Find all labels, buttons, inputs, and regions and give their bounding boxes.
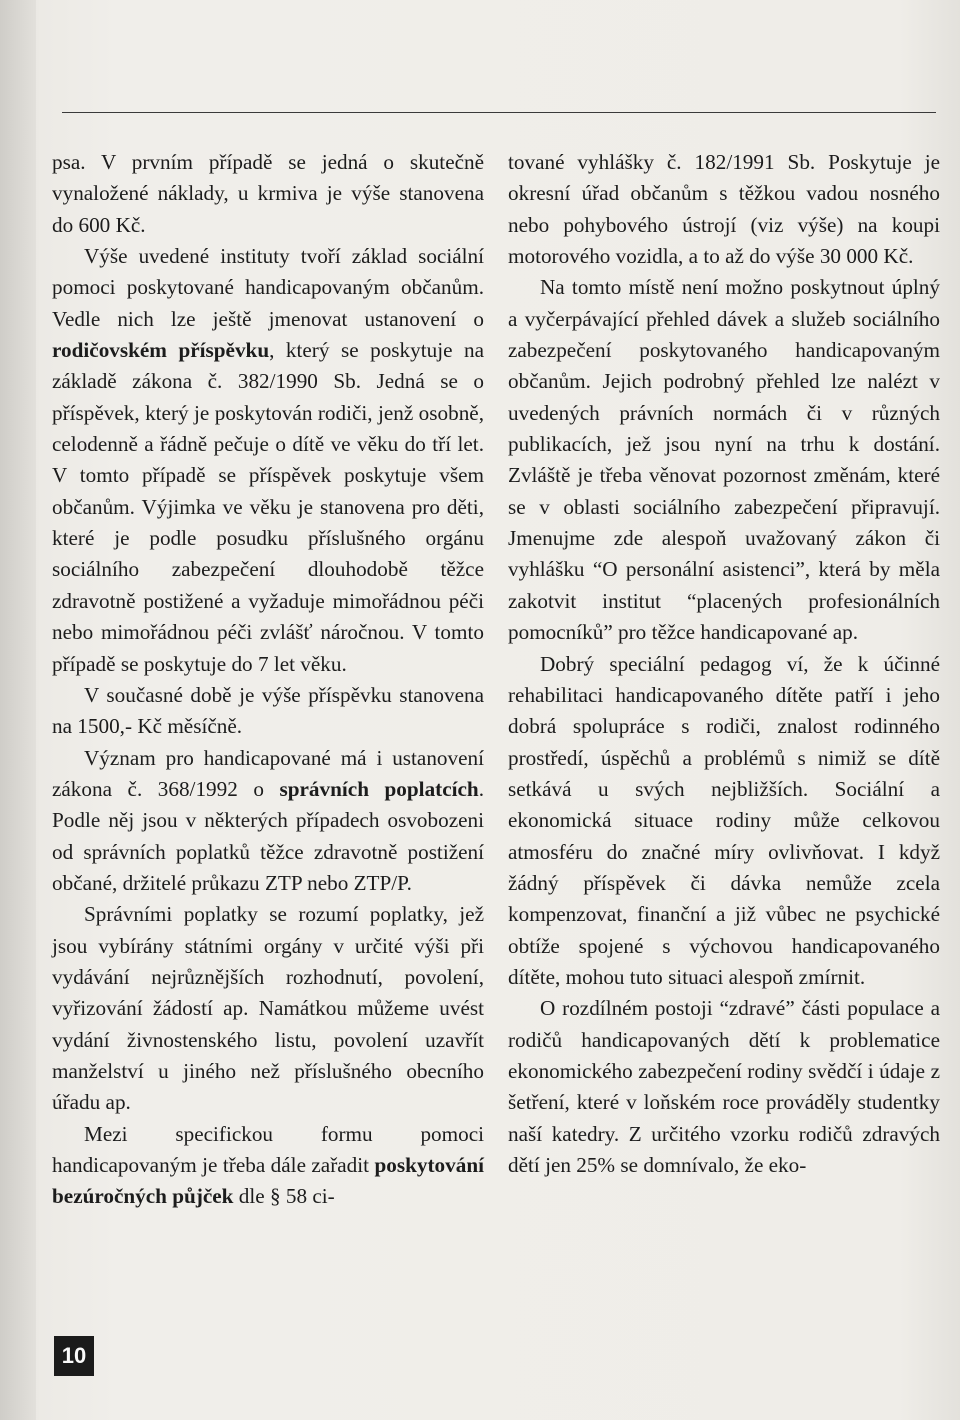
text-run: Mezi specifickou formu pomoci handicapovaným je třeba dále zařadit <box>52 1121 484 1177</box>
paragraph-5: Správními poplatky se rozumí poplatky, jež jsou vybírány státními orgány v určité výši při vydávání nejrůznějších rozhodnutí, povolení, vyřizování žádostí ap. Namátkou můžeme uvést vydání živnostenského listu, povolení uzavřít manželství u jiného než příslušného obecního úřadu ap. <box>52 902 484 1115</box>
text-run: dle § 58 ci- <box>233 1184 335 1209</box>
paragraph-9: Dobrý speciální pedagog ví, že k účinné rehabilitaci handicapovaného dítěte patří i jeho dobrá spolupráce s rodiči, znalost rodinného prostředí, úspěchů a problémů s nimiž se dítě setkává u svých nejbližších. Sociální a ekonomická situace rodiny může celkovou atmosféru do značné míry ovlivňovat. I když žádný příspěvek či dávka nemůže zcela kompenzovat, finanční a již vůbec ne psychické obtíže spojené s výchovou handicapovaného dítěte, mohou tuto situaci alespoň zmírnit. <box>508 651 940 989</box>
paragraph-3: V současné době je výše příspěvku stanovena na 1500,- Kč měsíčně. <box>52 682 484 739</box>
text-run: Výše uvedené instituty tvoří základ sociální pomoci poskytované handicapovaným občanům. Vedle nich lze ještě jmenovat ustanovení o <box>52 244 484 331</box>
bold-term: poskytování bezúročných půjček <box>52 1153 484 1209</box>
text-run: . Podle něj jsou v některých případech osvobozeni od správních poplatků těžce zdravotně postižení občané, držitelé průkazu ZTP nebo ZTP/P. <box>52 776 484 895</box>
paragraph-10: O rozdílném postoji “zdravé” části populace a rodičů handicapovaných dětí k problematice ekonomického zabezpečení rodiny svědčí i údaje z šetření, které v loňském roce prováděly studentky naší katedry. Z určitého vzorku rodičů zdravých dětí jen 25% se domnívalo, že eko- <box>508 996 940 1177</box>
text-run: Význam pro handicapované má i ustanovení zákona č. 368/1992 o <box>52 745 484 801</box>
paragraph-4 <box>52 743 484 900</box>
paragraph-2 <box>52 241 484 680</box>
paragraph-7: tované vyhlášky č. 182/1991 Sb. Poskytuje je okresní úřad občanům s těžkou vadou nosného nebo pohybového ústrojí (viz výše) na koupi motorového vozidla, a to až do výše 30 000 Kč. <box>508 150 940 269</box>
right-column <box>508 147 940 1181</box>
header-rule <box>62 112 936 113</box>
paragraph-8: Na tomto místě není možno poskytnout úplný a vyčerpávající přehled dávek a služeb sociálního zabezpečení poskytovaného handicapovaným občanům. Jejich podrobný přehled lze nalézt v uvedených právních normách či v různých publikacích, jež jsou nyní na trhu k dostání. Zvláště je třeba věnovat pozornost změnám, které se v oblasti sociálního zabezpečení připravují. Jmenujme zde alespoň uvažovaný zákon či vyhlášku “O personální asistenci”, která by měla zakotvit institut “placených profesionálních pomocníků” pro těžce handicapované ap. <box>508 275 940 645</box>
paragraph-6 <box>52 1119 484 1213</box>
page-number: 10 <box>54 1336 94 1376</box>
left-column <box>52 147 484 1213</box>
bold-term: rodičovském příspěvku <box>52 338 270 363</box>
bold-term: správních poplatcích <box>279 776 479 801</box>
paragraph-1: psa. V prvním případě se jedná o skutečně vynaložené náklady, u krmiva je výše stanovena do 600 Kč. <box>52 150 484 237</box>
text-run: , který se poskytuje na základě zákona č. 382/1990 Sb. Jedná se o příspěvek, který je poskytován rodiči, jenž osobně, celodenně a řádně pečuje o dítě ve věku do tří let. V tomto případě se příspěvek poskytuje všem občanům. Výjimka ve věku je stanovena pro děti, které je podle posudku příslušného orgánu sociálního zabezpečení dlouhodobě těžce zdravotně postižené a vyžaduje mimořádnou péči nebo mimořádnou péči zvlášť náročnou. V tomto případě se poskytuje do 7 let věku. <box>52 338 484 676</box>
binding-edge <box>0 0 36 1420</box>
